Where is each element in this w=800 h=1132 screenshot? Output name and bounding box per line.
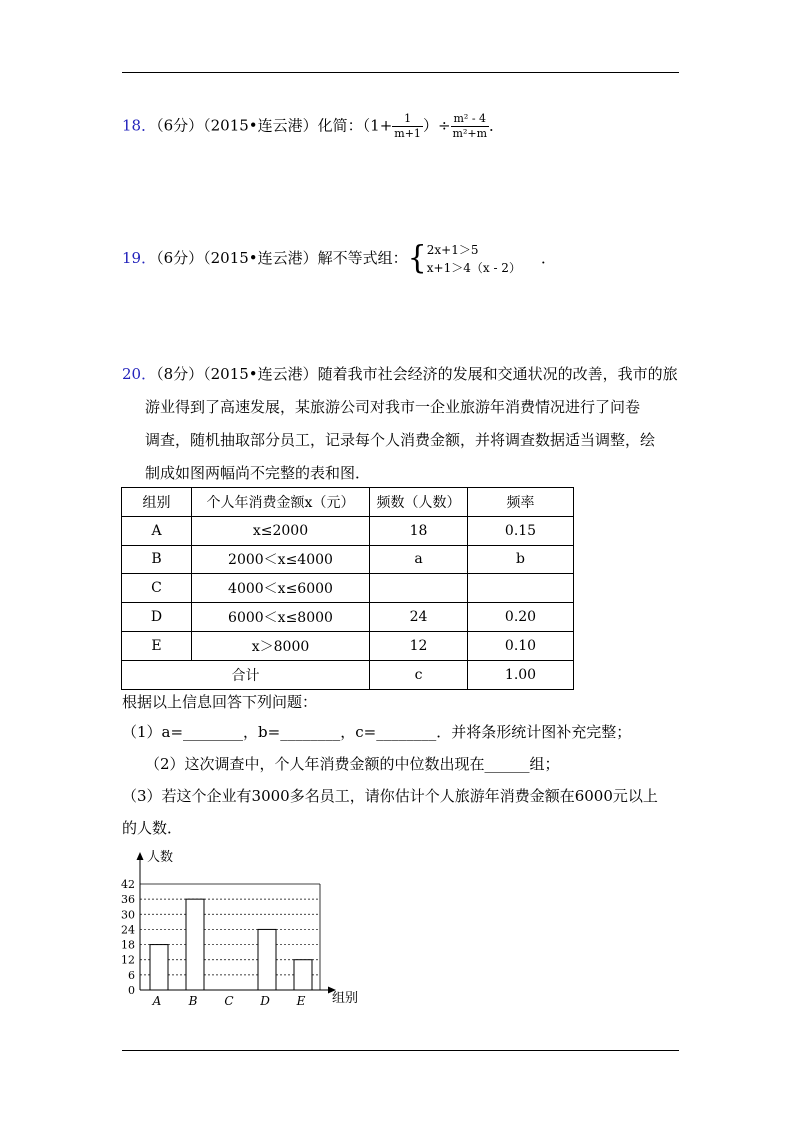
total-label: 合计 — [122, 660, 370, 689]
y-tick-label: 24 — [121, 923, 135, 937]
bar-B — [186, 899, 204, 990]
question-line — [122, 358, 682, 391]
x-tick-label: D — [260, 994, 270, 1008]
table-row — [122, 603, 574, 632]
table-cell: 24 — [370, 603, 468, 632]
fraction-denominator: m+1 — [394, 127, 421, 140]
y-tick-label: 6 — [128, 968, 135, 982]
x-tick-label: C — [224, 994, 234, 1008]
table-cell: b — [468, 545, 574, 574]
question-suffix: ． — [540, 249, 556, 267]
table-cell: 6000＜x≤8000 — [192, 603, 370, 632]
table-cell: B — [122, 545, 192, 574]
total-count: c — [370, 660, 468, 689]
table-cell: 2000＜x≤4000 — [192, 545, 370, 574]
y-axis-arrow — [137, 852, 144, 860]
table-cell: A — [122, 516, 192, 545]
bottom-rule — [122, 1050, 679, 1051]
table-cell: 0.20 — [468, 603, 574, 632]
bar-E — [294, 960, 312, 990]
table-cell: 0.10 — [468, 631, 574, 660]
y-axis-label: 人数 — [147, 850, 174, 865]
table-cell: x≤2000 — [192, 516, 370, 545]
table-cell — [468, 574, 574, 603]
table-cell: 4000＜x≤6000 — [192, 574, 370, 603]
bar-A — [150, 945, 168, 990]
y-tick-label: 18 — [121, 938, 135, 952]
fraction-numerator: m² - 4 — [451, 112, 490, 127]
frequency-table — [121, 487, 574, 690]
table-row — [122, 516, 574, 545]
y-tick-label: 42 — [121, 878, 135, 891]
table-header: 频数（人数） — [370, 488, 468, 517]
question-20 — [122, 358, 682, 490]
table-cell — [370, 574, 468, 603]
subquestion-3-line-2: 的人数． — [122, 819, 183, 837]
fraction-2 — [451, 112, 490, 141]
total-frequency: 1.00 — [468, 660, 574, 689]
x-tick-label: A — [152, 994, 162, 1008]
subquestion-intro: 根据以上信息回答下列问题： — [122, 693, 318, 711]
inequality-2: x+1＞4（x - 2） — [426, 261, 521, 275]
question-line-4: 制成如图两幅尚不完整的表和图． — [145, 464, 371, 482]
table-cell: 12 — [370, 631, 468, 660]
division-operator: ）÷ — [422, 116, 451, 135]
table-total-row — [122, 660, 574, 689]
table-cell: D — [122, 603, 192, 632]
table-row — [122, 574, 574, 603]
table-header: 个人年消费金额x（元） — [192, 488, 370, 517]
question-line-3: 调查，随机抽取部分员工，记录每个人消费金额，并将调查数据适当调整，绘 — [145, 431, 656, 449]
question-19 — [122, 240, 556, 278]
x-tick-label: B — [188, 994, 198, 1008]
table-row — [122, 545, 574, 574]
y-tick-label: 30 — [121, 908, 135, 922]
question-18 — [122, 112, 504, 141]
question-prefix: （6分）（2015•连云港）化简：（1+ — [156, 116, 393, 135]
question-number: 20． — [122, 365, 157, 383]
subquestion-1: （1）a=________，b=________，c=________．并将条形统计图补充完整； — [122, 723, 632, 741]
system-brace: { — [407, 240, 427, 277]
inequality-system — [427, 241, 521, 277]
y-tick-label: 12 — [121, 953, 135, 967]
top-rule — [122, 72, 679, 73]
table-cell: 18 — [370, 516, 468, 545]
table-row — [122, 631, 574, 660]
inequality-1: 2x+1＞5 — [426, 243, 479, 257]
question-number: 18． — [122, 116, 157, 135]
table-cell: E — [122, 631, 192, 660]
table-cell: 0.15 — [468, 516, 574, 545]
bar-chart — [112, 848, 359, 1018]
table-cell: C — [122, 574, 192, 603]
subquestion-3-line-1: （3）若这个企业有3000多名员工，请你估计个人旅游年消费金额在6000元以上 — [122, 787, 658, 805]
table-header: 频率 — [468, 488, 574, 517]
table-header: 组别 — [122, 488, 192, 517]
table-cell: a — [370, 545, 468, 574]
table-header-row — [122, 488, 574, 517]
subquestion-2: （2）这次调查中，个人年消费金额的中位数出现在______组； — [145, 755, 560, 773]
question-number: 19． — [122, 249, 157, 267]
x-axis-label: 组别 — [332, 991, 359, 1006]
y-tick-label: 36 — [121, 893, 135, 907]
fraction-numerator: 1 — [392, 112, 423, 127]
bar-D — [258, 929, 276, 990]
question-line-2: 游业得到了高速发展，某旅游公司对我市一企业旅游年消费情况进行了问卷 — [145, 398, 641, 416]
question-prefix: （6分）（2015•连云港）解不等式组： — [156, 249, 408, 267]
question-suffix: ． — [489, 116, 505, 135]
x-tick-label: E — [296, 994, 306, 1008]
question-line-1: （8分）（2015•连云港）随着我市社会经济的发展和交通状况的改善，我市的旅 — [156, 365, 678, 383]
fraction-1 — [392, 112, 423, 141]
fraction-denominator: m²+m — [452, 127, 488, 140]
table-cell: x＞8000 — [192, 631, 370, 660]
y-tick-label: 0 — [128, 984, 135, 997]
